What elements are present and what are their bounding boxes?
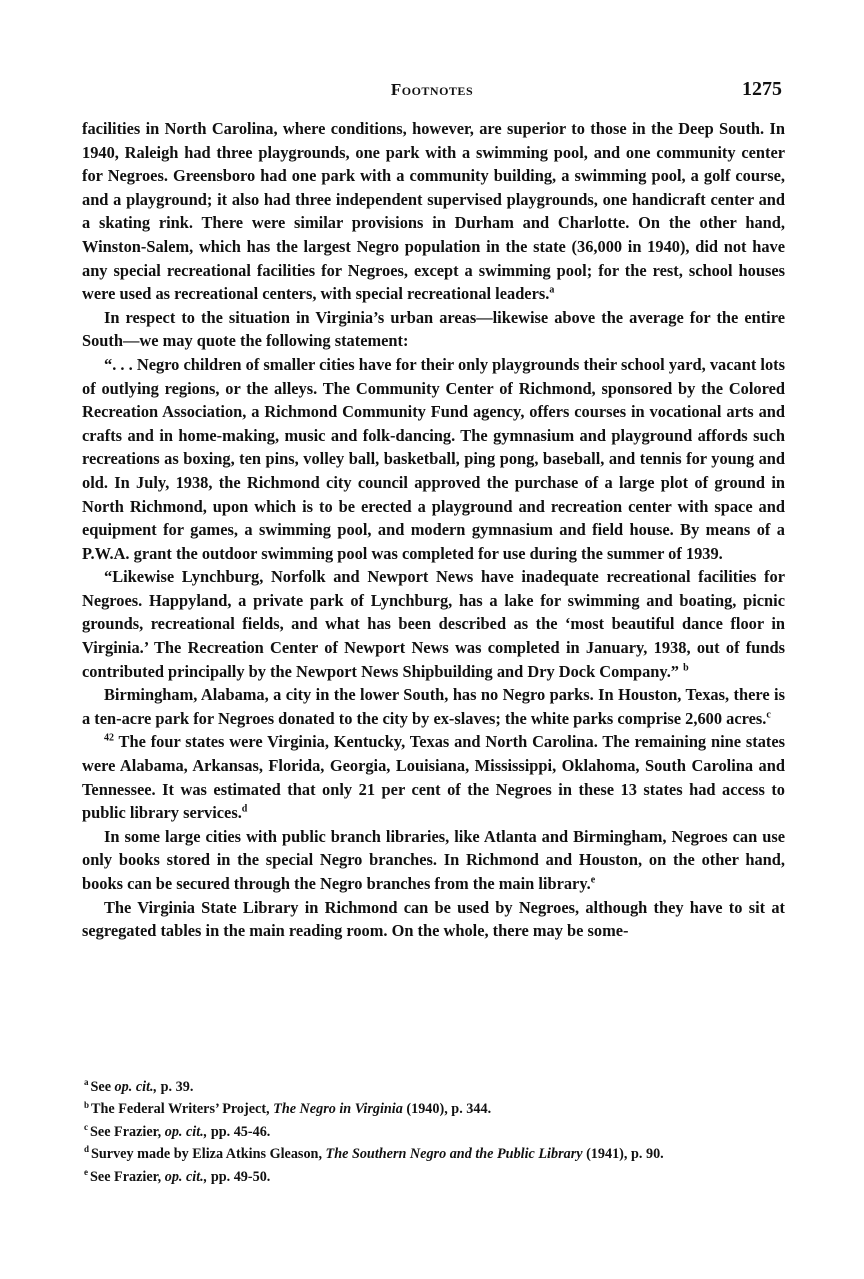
footnote-ref: a [549, 284, 555, 296]
footnote-mark: d [84, 1144, 90, 1155]
paragraph [82, 683, 785, 730]
paragraph-text: Birmingham, Alabama, a city in the lower South, has no Negro parks. In Houston, Texas, there is a ten-acre park for Negroes donated to the city by ex-slaves; the white parks comprise 2,600 acres. [82, 685, 785, 728]
footnote-mark: a [84, 1077, 89, 1088]
paragraph [82, 565, 785, 683]
paragraph [82, 353, 785, 565]
footnote: $^e$ See Frazier, op. cit., pp. 49-50. [84, 1166, 271, 1185]
paragraph [82, 896, 785, 943]
footnote-ref: d [241, 803, 248, 815]
footnote: $^a$ See op. cit., p. 39. [84, 1077, 194, 1095]
running-head: Footnotes [390, 80, 474, 99]
footnotes [84, 1076, 784, 1188]
footnote: $^c$ See Frazier, op. cit., pp. 45-46. [84, 1122, 271, 1140]
paragraph-text: “Likewise Lynchburg, Norfolk and Newport News have inadequate recreational facilities for Negroes. Happyland, a private park of Lynchburg, has a lake for swimming and boating, picnic grounds, recreational fields, and what has been described as the ‘most beautiful dance floor in Virginia.’ The Recreation Center of Newport News was completed in January, 1938, out of funds contributed principally by the Newport News Shipbuilding and Dry Dock Company.” [82, 567, 785, 681]
paragraph [82, 825, 785, 896]
paragraph [82, 306, 785, 353]
paragraph-text: The four states were Virginia, Kentucky, Texas and North Carolina. The remaining nine states were Alabama, Arkansas, Florida, Georgia, Louisiana, Mississippi, Oklahoma, South Carolina and Tennessee. It was estimated that only 21 per cent of the Negroes in these 13 states had access to public library services. [82, 732, 785, 823]
paragraph-text: In respect to the situation in Virginia’s urban areas—likewise above the average for the entire South—we may quote the following statement: [82, 307, 785, 351]
footnote-ref: c [766, 709, 771, 721]
paragraph-text: In some large cities with public branch libraries, like Atlanta and Birmingham, Negroes can use only books stored in the special Negro branches. In Richmond and Houston, on the other hand, books can be secured through the Negro branches from the main library. [82, 826, 785, 893]
paragraph [82, 730, 785, 824]
paragraph-text: The Virginia State Library in Richmond can be used by Negroes, although they have to sit at segregated tables in the main reading room. On the whole, there may be some- [82, 897, 785, 941]
footnote: $^d$ Survey made by Eliza Atkins Gleason, The Southern Negro and the Public Library (1941), p. 90. [84, 1144, 664, 1163]
footnote: $^b$ The Federal Writers’ Project, The Negro in Virginia (1940), p. 344. [84, 1099, 492, 1118]
paragraph [82, 117, 785, 306]
footnote-ref: b [683, 662, 689, 674]
footnote-mark: e [84, 1166, 88, 1177]
body-text [82, 117, 785, 943]
footnote-ref: e [590, 874, 596, 886]
paragraph-text: “. . . Negro children of smaller cities have for their only playgrounds their school yard, vacant lots of outlying regions, or the alleys. The Community Center of Richmond, sponsored by the Colored Recreation Association, a Richmond Community Fund agency, offers courses in vocational arts and crafts and in home-making, music and folk-dancing. The gymnasium and playground affords such recreations as boxing, ten pins, volley ball, basketball, ping pong, baseball, and tennis for young and old. In July, 1938, the Richmond city council approved the purchase of a large plot of ground in North Richmond, upon which is to be erected a playground and recreation center with space and equipment for games, a swimming pool, and modern gymnasium and field house. By means of a P.W.A. grant the outdoor swimming pool was completed for use during the summer of 1939. [82, 354, 785, 563]
footnote-mark: b [84, 1099, 90, 1110]
page-number: 1275 [742, 78, 782, 100]
paragraph-text: facilities in North Carolina, where conditions, however, are superior to those in the Deep South. In 1940, Raleigh had three playgrounds, one park with a swimming pool, and one community center for Negroes. Greensboro had one park with a community building, a swimming pool, a golf course, and a playground; it also had three independent supervised playgrounds, one handicraft center and a skating rink. There were similar provisions in Durham and Charlotte. On the other hand, Winston-Salem, which has the largest Negro population in the state (36,000 in 1940), did not have any special recreational facilities for Negroes, except a swimming pool; for the rest, school houses were used as recreational centers, with special recreational leaders. [82, 119, 785, 304]
page-header [82, 80, 782, 106]
note-number: 42 [104, 732, 114, 744]
footnote-mark: c [84, 1122, 88, 1133]
